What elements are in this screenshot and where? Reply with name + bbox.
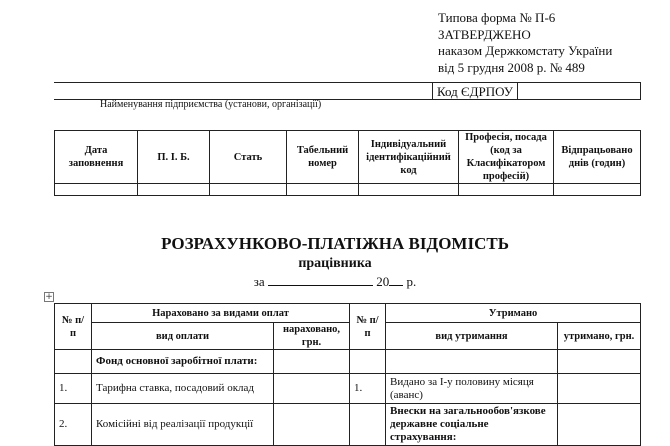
employee-table-row: [55, 184, 641, 196]
org-name-caption: Найменування підприємства (установи, організації): [100, 99, 322, 110]
approved-by: наказом Держкомстату України: [438, 43, 613, 58]
org-name-top-line: [54, 82, 432, 83]
accrual-type-cell: Комісійні від реалізації продукції: [92, 404, 274, 446]
approved-label: ЗАТВЕРДЖЕНО: [438, 26, 531, 42]
header-gender: Стать: [210, 131, 287, 184]
profession-cell[interactable]: [459, 184, 554, 196]
header-tax-id: Індивідуальний ідентифікаційний код: [359, 131, 459, 184]
withholding-type-cell: Видано за І-у половину місяця (аванс): [386, 374, 558, 404]
employee-table-header: [55, 131, 641, 184]
accrual-type-cell: Тарифна ставка, посадовий оклад: [92, 374, 274, 404]
form-type: Типова форма № П-6: [438, 10, 556, 25]
period-prefix: за: [253, 274, 265, 289]
header-personnel-number: Табельний номер: [287, 131, 359, 184]
period-month-field[interactable]: [268, 273, 373, 286]
personnel-number-cell[interactable]: [287, 184, 359, 196]
withholding-type-cell: Внески на загальнообов'язкове державне соціальне страхування:: [386, 404, 558, 446]
header-fill-date: Дата заповнення: [55, 131, 138, 184]
approval-block: [438, 10, 612, 76]
withheld-amount-cell[interactable]: [558, 404, 641, 446]
row-num-right: [350, 404, 386, 446]
header-accrual-type: вид оплати: [92, 323, 274, 350]
header-num-right: № п/п: [350, 304, 386, 350]
withholding-type-cell: [386, 350, 558, 374]
accrued-amount-cell[interactable]: [274, 350, 350, 374]
edrpou-label: Код ЄДРПОУ: [432, 82, 518, 100]
payroll-table: [54, 303, 641, 446]
header-days-worked: Відпрацьовано днів (годин): [554, 131, 641, 184]
header-withheld-amount: утримано, грн.: [558, 323, 641, 350]
header-full-name: П. І. Б.: [138, 131, 210, 184]
row-num-right: 1.: [350, 374, 386, 404]
approval-date: від 5 грудня 2008 р. № 489: [438, 59, 585, 75]
table-row: [55, 404, 641, 446]
period-line: [0, 273, 670, 290]
header-withheld-group: Утримано: [386, 304, 641, 323]
accrual-type-cell: Фонд основної заробітної плати:: [92, 350, 274, 374]
header-profession: Професія, посада (код за Класифікатором професій): [459, 131, 554, 184]
header-num-left: № п/п: [55, 304, 92, 350]
withheld-amount-cell[interactable]: [558, 374, 641, 404]
table-row: [55, 374, 641, 404]
payroll-group-header: [55, 304, 641, 323]
payroll-sub-header: [55, 323, 641, 350]
header-withholding-type: вид утримання: [386, 323, 558, 350]
header-accrued-amount: нараховано, грн.: [274, 323, 350, 350]
accrued-amount-cell[interactable]: [274, 374, 350, 404]
row-num-left: 1.: [55, 374, 92, 404]
header-accrued-group: Нараховано за видами оплат: [92, 304, 350, 323]
row-num-left: 2.: [55, 404, 92, 446]
gender-cell[interactable]: [210, 184, 287, 196]
employee-info-table: [54, 130, 641, 196]
document-title: РОЗРАХУНКОВО-ПЛАТІЖНА ВІДОМІСТЬ: [161, 234, 509, 253]
row-num-left: [55, 350, 92, 374]
days-worked-cell[interactable]: [554, 184, 641, 196]
accrued-amount-cell[interactable]: [274, 404, 350, 446]
period-year-prefix: 20: [376, 274, 390, 289]
period-year-field[interactable]: [389, 273, 403, 286]
edrpou-field[interactable]: [517, 82, 641, 100]
table-move-handle-icon[interactable]: +: [45, 292, 53, 302]
document-subtitle: працівника: [298, 256, 372, 271]
tax-id-cell[interactable]: [359, 184, 459, 196]
full-name-cell[interactable]: [138, 184, 210, 196]
fill-date-cell[interactable]: [55, 184, 138, 196]
row-num-right: [350, 350, 386, 374]
period-suffix: р.: [406, 274, 417, 289]
withheld-amount-cell[interactable]: [558, 350, 641, 374]
table-row: [55, 350, 641, 374]
